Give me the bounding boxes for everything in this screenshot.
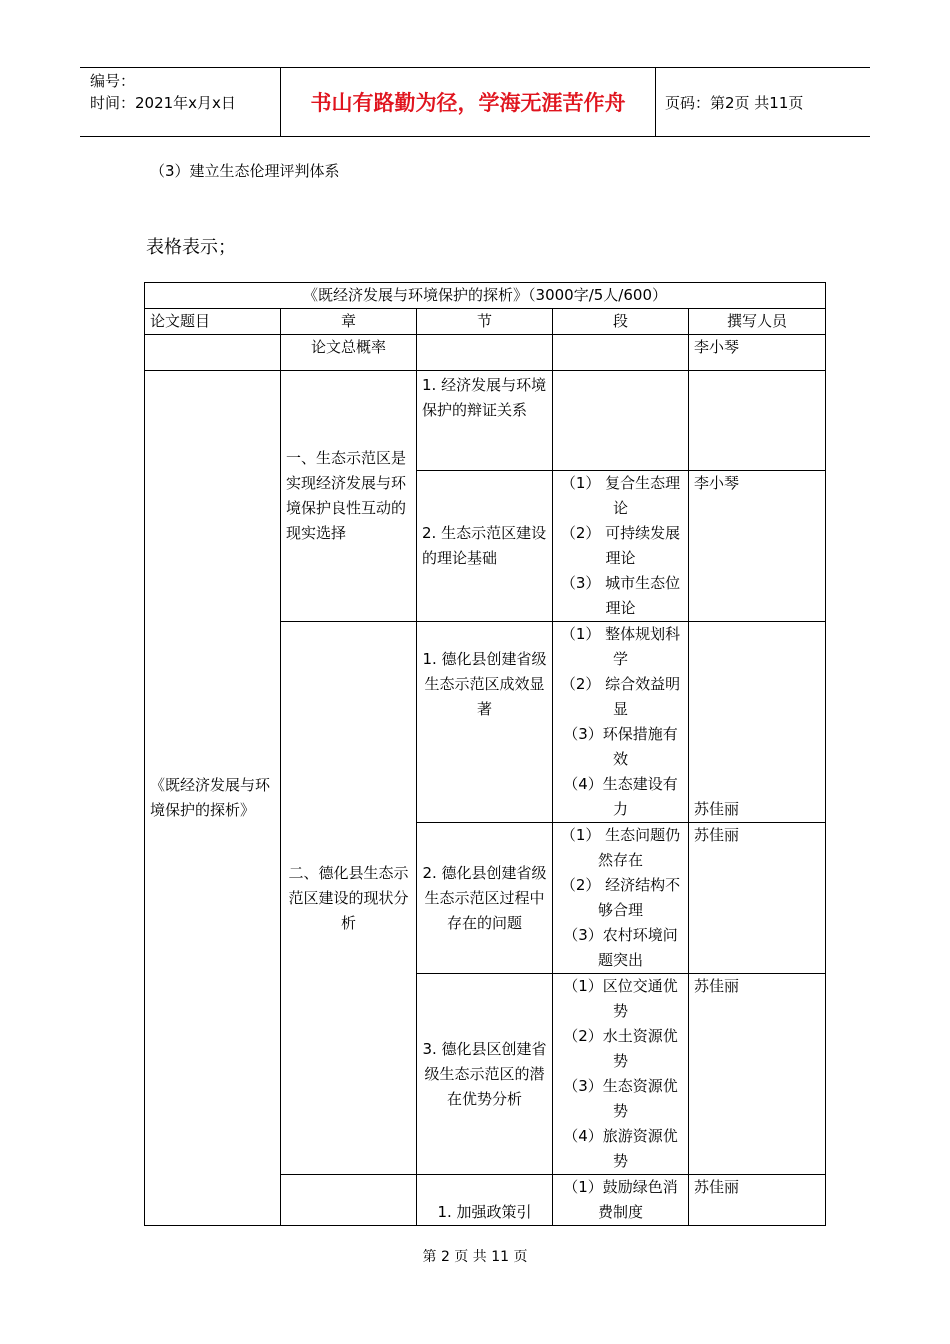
paragraph-item: （3）农村环境问题突出 <box>563 926 678 969</box>
table-title-row <box>145 283 826 309</box>
table-header-row <box>145 309 826 335</box>
header-paragraph: 段 <box>553 309 689 335</box>
paragraph-item: （1） 生态问题仍然存在 <box>560 826 681 869</box>
chapter-1-section-1-title: 1. 经济发展与环境保护的辩证关系 <box>417 371 553 471</box>
document-number-label: 编号： <box>90 72 136 90</box>
chapter-1-title: 一、生态示范区是实现经济发展与环境保护良性互动的现实选择 <box>281 371 417 622</box>
header-motto: 书山有路勤为径，学海无涯苦作舟 <box>280 68 656 136</box>
chapter-1-section-2-writer: 李小琴 <box>689 471 826 622</box>
header-section: 节 <box>417 309 553 335</box>
header-writer: 撰写人员 <box>689 309 826 335</box>
paragraph-item: （3） 城市生态位理论 <box>560 574 681 617</box>
paragraph-item: （4）生态建设有力 <box>563 775 678 818</box>
paragraph-item: （4）旅游资源优势 <box>563 1127 678 1170</box>
chapter-2-section-1-title: 1. 德化县创建省级生态示范区成效显著 <box>417 622 553 823</box>
chapter-2-section-1-writer: 苏佳丽 <box>689 622 826 823</box>
chapter-1-section-2-title: 2. 生态示范区建设的理论基础 <box>417 471 553 622</box>
paragraph-item: （3）生态资源优势 <box>563 1077 678 1120</box>
header-chapter: 章 <box>281 309 417 335</box>
table-row <box>145 371 826 471</box>
chapter-3-section-1-title: 1. 加强政策引 <box>417 1175 553 1226</box>
table-caption: 表格表示； <box>146 237 236 258</box>
chapter-2-section-3-paragraphs <box>553 974 689 1175</box>
header-paper-title: 论文题目 <box>145 309 281 335</box>
paragraph-item: （2） 可持续发展理论 <box>560 524 681 567</box>
table-cell <box>553 371 689 471</box>
paragraph-item: （3）环保措施有效 <box>563 725 678 768</box>
chapter-2-section-3-writer: 苏佳丽 <box>689 974 826 1175</box>
header-meta <box>80 68 280 136</box>
summary-writer: 李小琴 <box>689 335 826 371</box>
section-title: （3）建立生态伦理评判体系 <box>150 162 340 180</box>
paper-title-cell: 《既经济发展与环境保护的探析》 <box>145 371 281 1226</box>
summary-row <box>145 335 826 371</box>
paragraph-item: （2） 综合效益明显 <box>560 675 681 718</box>
table-cell <box>145 335 281 371</box>
page-footer: 第 2 页 共 11 页 <box>422 1249 528 1265</box>
chapter-2-title: 二、德化县生态示范区建设的现状分析 <box>281 622 417 1175</box>
paragraph-item: （1）区位交通优势 <box>563 977 678 1020</box>
paragraph-item: （1）鼓励绿色消费制度 <box>563 1178 678 1221</box>
chapter-3-section-1-paragraphs <box>553 1175 689 1226</box>
chapter-2-section-3-title: 3. 德化县区创建省级生态示范区的潜在优势分析 <box>417 974 553 1175</box>
summary-chapter: 论文总概率 <box>281 335 417 371</box>
outline-table <box>144 282 826 1226</box>
table-title: 《既经济发展与环境保护的探析》（3000字/5人/600） <box>145 283 826 309</box>
table-cell <box>417 335 553 371</box>
table-cell <box>553 335 689 371</box>
paragraph-item: （2） 经济结构不够合理 <box>560 876 681 919</box>
document-time-label: 时间：2021年x月x日 <box>90 94 236 112</box>
header-page-info: 页码：第2页 共11页 <box>665 93 804 112</box>
table-cell <box>689 371 826 471</box>
chapter-2-section-2-writer: 苏佳丽 <box>689 823 826 974</box>
chapter-3-title <box>281 1175 417 1226</box>
chapter-2-section-2-title: 2. 德化县创建省级生态示范区过程中存在的问题 <box>417 823 553 974</box>
paragraph-item: （2）水土资源优势 <box>563 1027 678 1070</box>
chapter-2-section-1-paragraphs <box>553 622 689 823</box>
chapter-1-section-2-paragraphs <box>553 471 689 622</box>
paragraph-item: （1） 复合生态理论 <box>560 474 681 517</box>
chapter-3-section-1-writer: 苏佳丽 <box>689 1175 826 1226</box>
page-header <box>80 67 870 137</box>
chapter-2-section-2-paragraphs <box>553 823 689 974</box>
paragraph-item: （1） 整体规划科学 <box>560 625 681 668</box>
